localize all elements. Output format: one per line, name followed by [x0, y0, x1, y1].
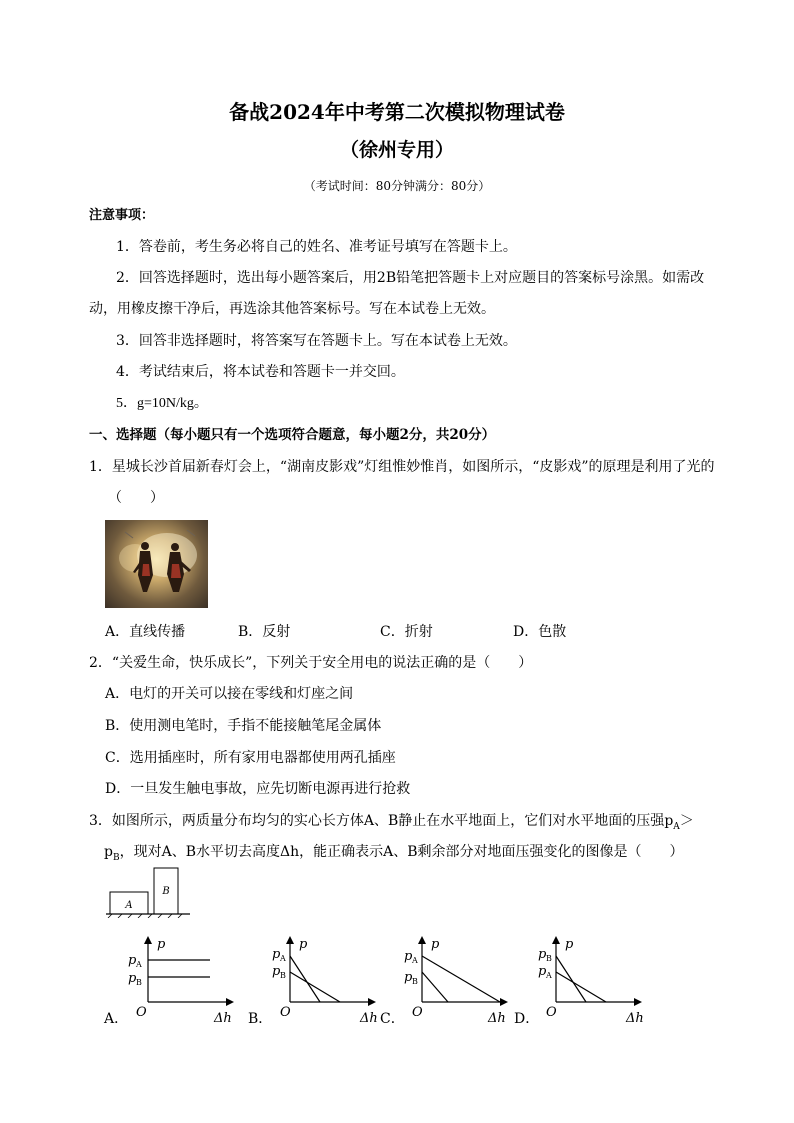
q3-stem-text: 3．如图所示，两质量分布均匀的实心长方体A、B静止在水平地面上，它们对水平地面的压强	[89, 813, 665, 829]
q3-graph-d	[534, 932, 649, 1024]
graph-d-label-pb: p	[538, 947, 547, 962]
exam-subtitle: （徐州专用）	[339, 139, 454, 161]
graph-d-label-pa-sub: A	[546, 971, 552, 980]
q2-option-d: D．一旦发生触电事故，应先切断电源再进行抢救	[105, 781, 411, 797]
q3-stem-rest: ，现对A、B水平切去高度Δh，能正确表示A、B剩余部分对地面压强变化的图像是（ ）	[119, 844, 684, 860]
graph-b-label-pb-sub: B	[280, 971, 286, 980]
exam-meta: （考试时间：80分钟满分：80分）	[303, 179, 491, 193]
graph-c-label-pb: p	[404, 970, 413, 985]
q3-graph-a	[126, 932, 236, 1024]
q1-option-b: B．反射	[238, 624, 291, 640]
block-b-label: B	[162, 886, 170, 897]
graph-a-axis-p: p	[157, 937, 166, 952]
graph-b-origin: O	[280, 1005, 291, 1020]
graph-d-origin: O	[546, 1005, 557, 1020]
graph-d-axis-p: p	[565, 937, 574, 952]
graph-a-axis-dh: Δh	[214, 1011, 232, 1024]
q3-pb-symbol: p	[104, 844, 113, 860]
graph-c-axis-p: p	[431, 937, 440, 952]
q2-option-a: A．电灯的开关可以接在零线和灯座之间	[105, 686, 354, 702]
q3-option-b-label: B．	[248, 1011, 273, 1027]
graph-d-label-pb-sub: B	[546, 954, 552, 963]
q2-option-b: B．使用测电笔时，手指不能接触笔尾金属体	[105, 718, 382, 734]
graph-d-line-pb	[556, 956, 586, 1002]
graph-c-axis-dh: Δh	[488, 1011, 506, 1024]
q1-option-d: D．色散	[513, 624, 567, 640]
q3-option-d-label: D．	[514, 1011, 540, 1027]
q3-stem-line1	[89, 811, 694, 837]
shadow-puppet-illustration	[105, 520, 208, 608]
graph-a-label-pa: p	[128, 953, 137, 968]
graph-d-line-pa	[556, 972, 606, 1002]
graph-c-line-pa	[422, 956, 500, 1002]
q3-graph-b	[268, 932, 383, 1024]
graph-a-label-pb-sub: B	[136, 978, 142, 987]
q3-option-c-label: C．	[380, 1011, 405, 1027]
graph-c-label-pb-sub: B	[412, 977, 418, 986]
shadow-puppet-photo	[105, 520, 208, 608]
graph-b-label-pa-sub: A	[280, 954, 286, 963]
section-heading: 一、选择题（每小题只有一个选项符合题意，每小题2分，共20分）	[89, 427, 496, 443]
graph-d-label-pa: p	[538, 964, 547, 979]
q2-stem: 2．“关爱生命，快乐成长”，下列关于安全用电的说法正确的是（ ）	[89, 655, 533, 671]
notes-item-2b: 动，用橡皮擦干净后，再选涂其他答案标号。写在本试卷上无效。	[89, 301, 495, 317]
graph-c-label-pa-sub: A	[412, 956, 418, 965]
q1-option-a: A．直线传播	[105, 624, 186, 640]
q3-blocks-figure	[104, 862, 194, 918]
q3-pa-symbol: p	[664, 813, 674, 829]
graph-b-label-pa: p	[272, 947, 281, 962]
graph-b-line-pb	[290, 972, 340, 1002]
exam-title: 备战2024年中考第二次模拟物理试卷	[229, 100, 565, 124]
notes-item-3: 3．回答非选择题时，将答案写在答题卡上。写在本试卷上无效。	[116, 333, 517, 349]
q2-option-c: C．选用插座时，所有家用电器都使用两孔插座	[105, 750, 396, 766]
graph-d-axis-dh: Δh	[626, 1011, 644, 1024]
graph-a-label-pb: p	[128, 971, 137, 986]
graph-c-label-pa: p	[404, 949, 413, 964]
notes-heading: 注意事项：	[89, 208, 155, 223]
q3-gt-symbol: ＞	[679, 813, 694, 829]
graph-a-label-pa-sub: A	[136, 960, 142, 969]
q1-option-c: C．折射	[380, 624, 433, 640]
q3-graph-c	[400, 932, 515, 1024]
q3-option-a-label: A．	[104, 1011, 129, 1027]
q1-stem-line2: （ ）	[108, 490, 164, 506]
q3-pb-subscript: B	[112, 852, 120, 863]
notes-item-4: 4．考试结束后，将本试卷和答题卡一并交回。	[116, 364, 405, 380]
q1-stem-line1: 1．星城长沙首届新春灯会上，“湖南皮影戏”灯组惟妙惟肖，如图所示，“皮影戏”的原理是利用了光的	[89, 459, 715, 475]
graph-b-line-pa	[290, 956, 320, 1002]
graph-b-axis-p: p	[299, 937, 308, 952]
notes-item-5: 5．g=10N/kg。	[116, 396, 208, 411]
graph-b-axis-dh: Δh	[360, 1011, 378, 1024]
notes-item-1: 1．答卷前，考生务必将自己的姓名、准考证号填写在答题卡上。	[116, 239, 517, 255]
graph-b-label-pb: p	[272, 964, 281, 979]
graph-a-origin: O	[136, 1005, 147, 1020]
q3-pa-subscript: A	[673, 821, 680, 832]
block-a-label: A	[125, 900, 133, 911]
graph-c-origin: O	[412, 1005, 423, 1020]
graph-c-line-pb	[422, 972, 448, 1002]
notes-item-2a: 2．回答选择题时，选出每小题答案后，用2B铅笔把答题卡上对应题目的答案标号涂黑。如需改	[116, 270, 705, 286]
